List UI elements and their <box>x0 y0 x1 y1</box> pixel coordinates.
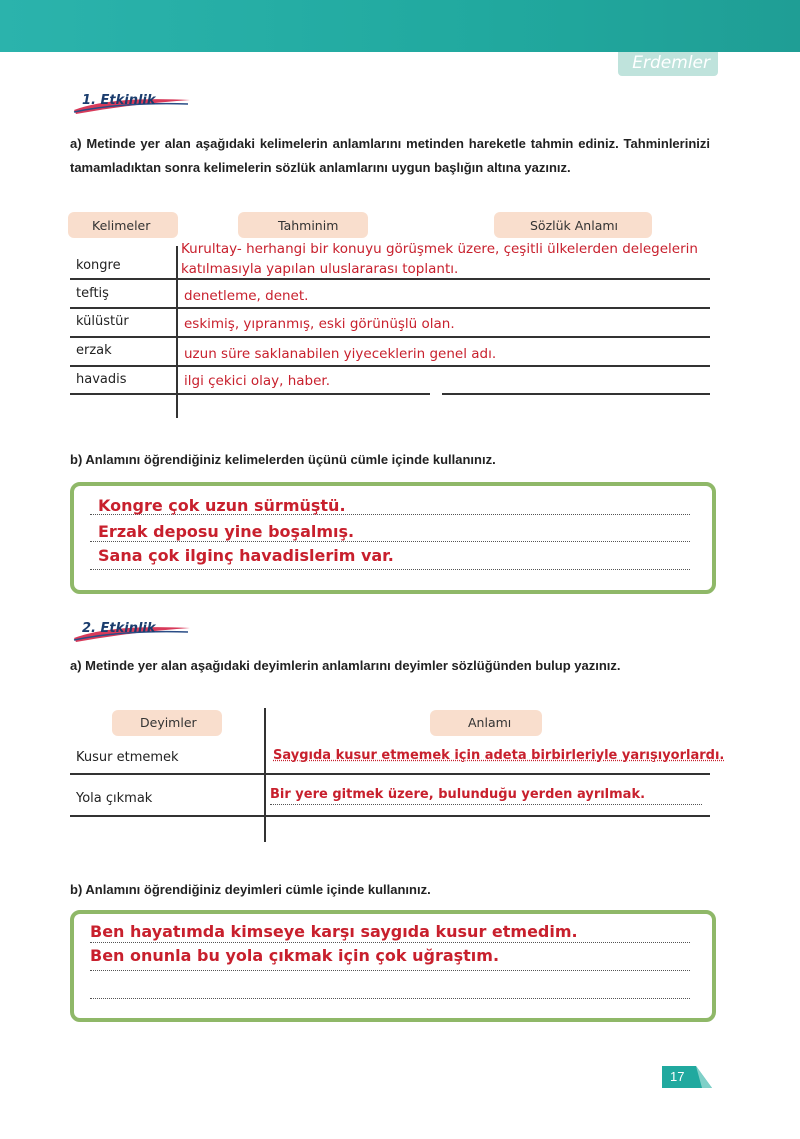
writing-line <box>90 569 690 570</box>
activity-1-instruction-b: b) Anlamını öğrendiğiniz kelimelerden üçünü cümle içinde kullanınız. <box>70 452 496 467</box>
section-tab <box>618 52 718 76</box>
activity-2-instruction-b: b) Anlamını öğrendiğiniz deyimleri cümle içinde kullanınız. <box>70 882 431 897</box>
answer-cell: uzun süre saklanabilen yiyeceklerin genel adı. <box>184 346 497 362</box>
column-header-idioms: Deyimler <box>140 715 197 730</box>
sentence-answer: Ben hayatımda kimseye karşı saygıda kusur etmedim. <box>90 922 578 941</box>
answer-cell: denetleme, denet. <box>184 288 309 304</box>
row-line <box>70 336 710 338</box>
column-header-dictionary: Sözlük Anlamı <box>530 218 619 233</box>
row-line <box>442 393 710 395</box>
word-cell: külüstür <box>76 314 129 329</box>
activity-2-instruction-a: a) Metinde yer alan aşağıdaki deyimlerin anlamlarını deyimler sözlüğünden bulup yazınız. <box>70 658 621 673</box>
row-line <box>70 365 710 367</box>
top-banner <box>0 0 800 52</box>
row-line <box>70 815 710 817</box>
word-cell: havadis <box>76 372 127 387</box>
sentence-answer: Kongre çok uzun sürmüştü. <box>98 496 346 515</box>
answer-cell: Kurultay- herhangi bir konuyu görüşmek üzere, çeşitli ülkelerden delegelerin <box>181 241 698 257</box>
row-line <box>70 773 710 775</box>
writing-line <box>90 970 690 971</box>
section-title: Erdemler <box>632 53 710 73</box>
page-number: 17 <box>670 1069 685 1084</box>
activity-1-label: 1. Etkinlik <box>72 90 192 116</box>
word-cell: erzak <box>76 343 112 358</box>
table-divider <box>264 708 266 842</box>
writing-line <box>270 804 702 805</box>
activity-1-instruction-a: a) Metinde yer alan aşağıdaki kelimelerin anlamlarını metinden hareketle tahmin ediniz. Tahminlerinizi tamamladıktan sonra kelimelerin sözlük anlamlarını uygun başlığın altına yazınız. <box>70 136 710 175</box>
sentence-answer: Sana çok ilginç havadislerim var. <box>98 546 394 565</box>
meaning-cell: Saygıda kusur etmemek için adeta birbirleriyle yarışıyorlardı. <box>273 748 725 763</box>
column-header-words: Kelimeler <box>92 218 151 233</box>
writing-line <box>90 541 690 542</box>
column-header-guess: Tahminim <box>278 218 339 233</box>
row-line <box>70 393 430 395</box>
meaning-cell: Bir yere gitmek üzere, bulunduğu yerden ayrılmak. <box>270 787 646 802</box>
row-line <box>70 278 710 280</box>
column-header-meaning: Anlamı <box>468 715 512 730</box>
answer-cell: eskimiş, yıpranmış, eski görünüşlü olan. <box>184 316 455 332</box>
page-number-tab <box>662 1066 714 1090</box>
idiom-cell: Kusur etmemek <box>76 750 179 765</box>
sentence-answer: Erzak deposu yine boşalmış. <box>98 522 355 541</box>
answer-cell: katılmasıyla yapılan uluslararası toplantı. <box>181 261 459 277</box>
writing-line <box>90 998 690 999</box>
idiom-cell: Yola çıkmak <box>76 791 153 806</box>
sentence-answer: Ben onunla bu yola çıkmak için çok uğraştım. <box>90 946 500 965</box>
writing-line <box>90 942 690 943</box>
word-cell: kongre <box>76 258 121 273</box>
activity-2-label: 2. Etkinlik <box>72 618 192 644</box>
row-line <box>70 307 710 309</box>
answer-cell: ilgi çekici olay, haber. <box>184 373 331 389</box>
word-cell: teftiş <box>76 286 109 301</box>
